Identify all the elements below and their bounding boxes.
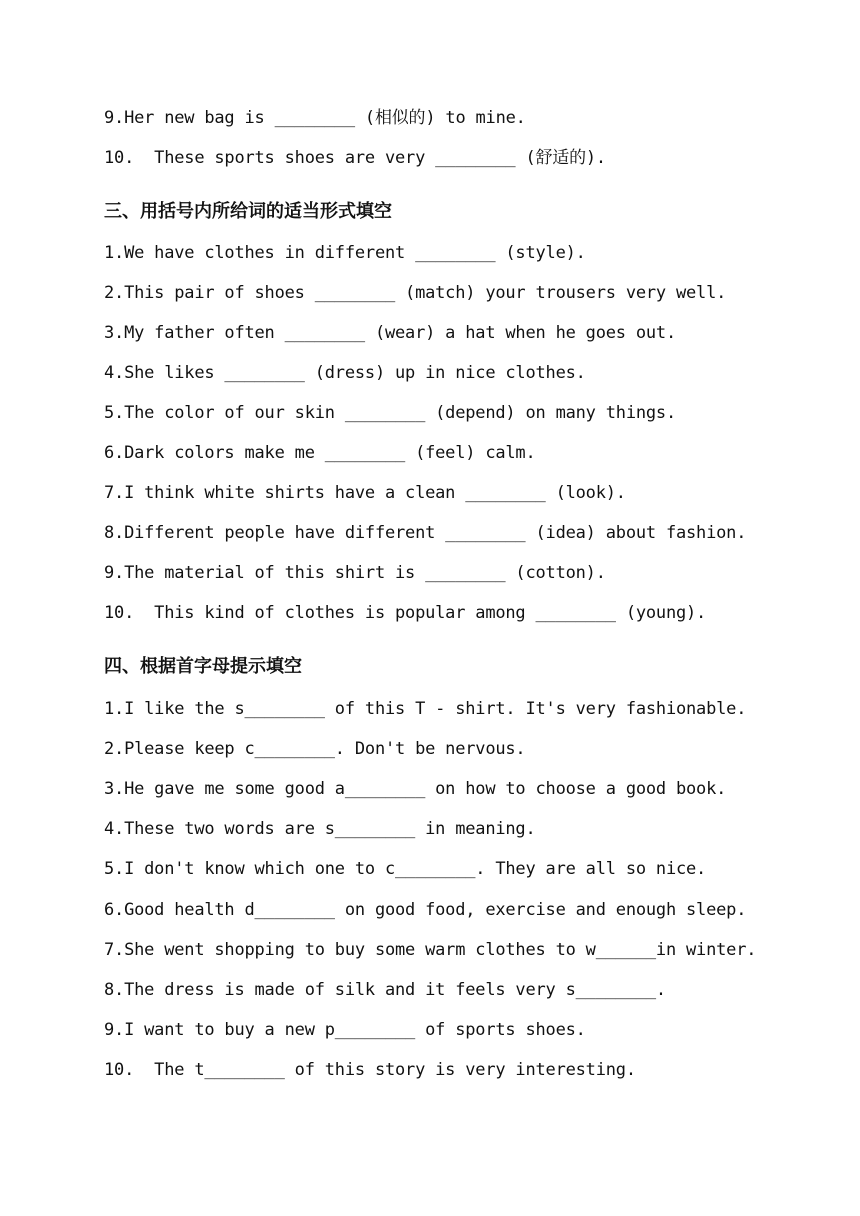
question-10-comfortable: 10. These sports shoes are very ________ (舒适的).	[104, 148, 606, 168]
s4-question-9: 9.I want to buy a new p________ of sports shoes.	[104, 1020, 586, 1040]
s4-question-7: 7.She went shopping to buy some warm clothes to w______in winter.	[104, 940, 757, 960]
s4-question-2: 2.Please keep c________. Don't be nervous.	[104, 739, 526, 759]
s4-question-3: 3.He gave me some good a________ on how to choose a good book.	[104, 779, 727, 799]
s4-question-8: 8.The dress is made of silk and it feels very s________.	[104, 980, 666, 1000]
s4-question-10: 10. The t________ of this story is very interesting.	[104, 1060, 636, 1080]
s4-question-6: 6.Good health d________ on good food, exercise and enough sleep.	[104, 900, 747, 920]
s4-question-5: 5.I don't know which one to c________. They are all so nice.	[104, 859, 707, 879]
s3-question-5: 5.The color of our skin ________ (depend) on many things.	[104, 403, 676, 423]
s3-question-10: 10. This kind of clothes is popular among ________ (young).	[104, 603, 707, 623]
s3-question-8: 8.Different people have different ________ (idea) about fashion.	[104, 523, 747, 543]
s3-question-7: 7.I think white shirts have a clean ________ (look).	[104, 483, 626, 503]
section-3-title: 三、用括号内所给词的适当形式填空	[104, 201, 392, 222]
s3-question-3: 3.My father often ________ (wear) a hat when he goes out.	[104, 323, 676, 343]
s3-question-2: 2.This pair of shoes ________ (match) your trousers very well.	[104, 283, 727, 303]
question-9-similar: 9.Her new bag is ________ (相似的) to mine.	[104, 108, 526, 128]
s4-question-4: 4.These two words are s________ in meaning.	[104, 819, 536, 839]
s3-question-9: 9.The material of this shirt is ________ (cotton).	[104, 563, 606, 583]
section-4-title: 四、根据首字母提示填空	[104, 656, 302, 677]
s3-question-4: 4.She likes ________ (dress) up in nice clothes.	[104, 363, 586, 383]
s3-question-6: 6.Dark colors make me ________ (feel) calm.	[104, 443, 536, 463]
s4-question-1: 1.I like the s________ of this T - shirt. It's very fashionable.	[104, 699, 747, 719]
s3-question-1: 1.We have clothes in different ________ (style).	[104, 243, 586, 263]
